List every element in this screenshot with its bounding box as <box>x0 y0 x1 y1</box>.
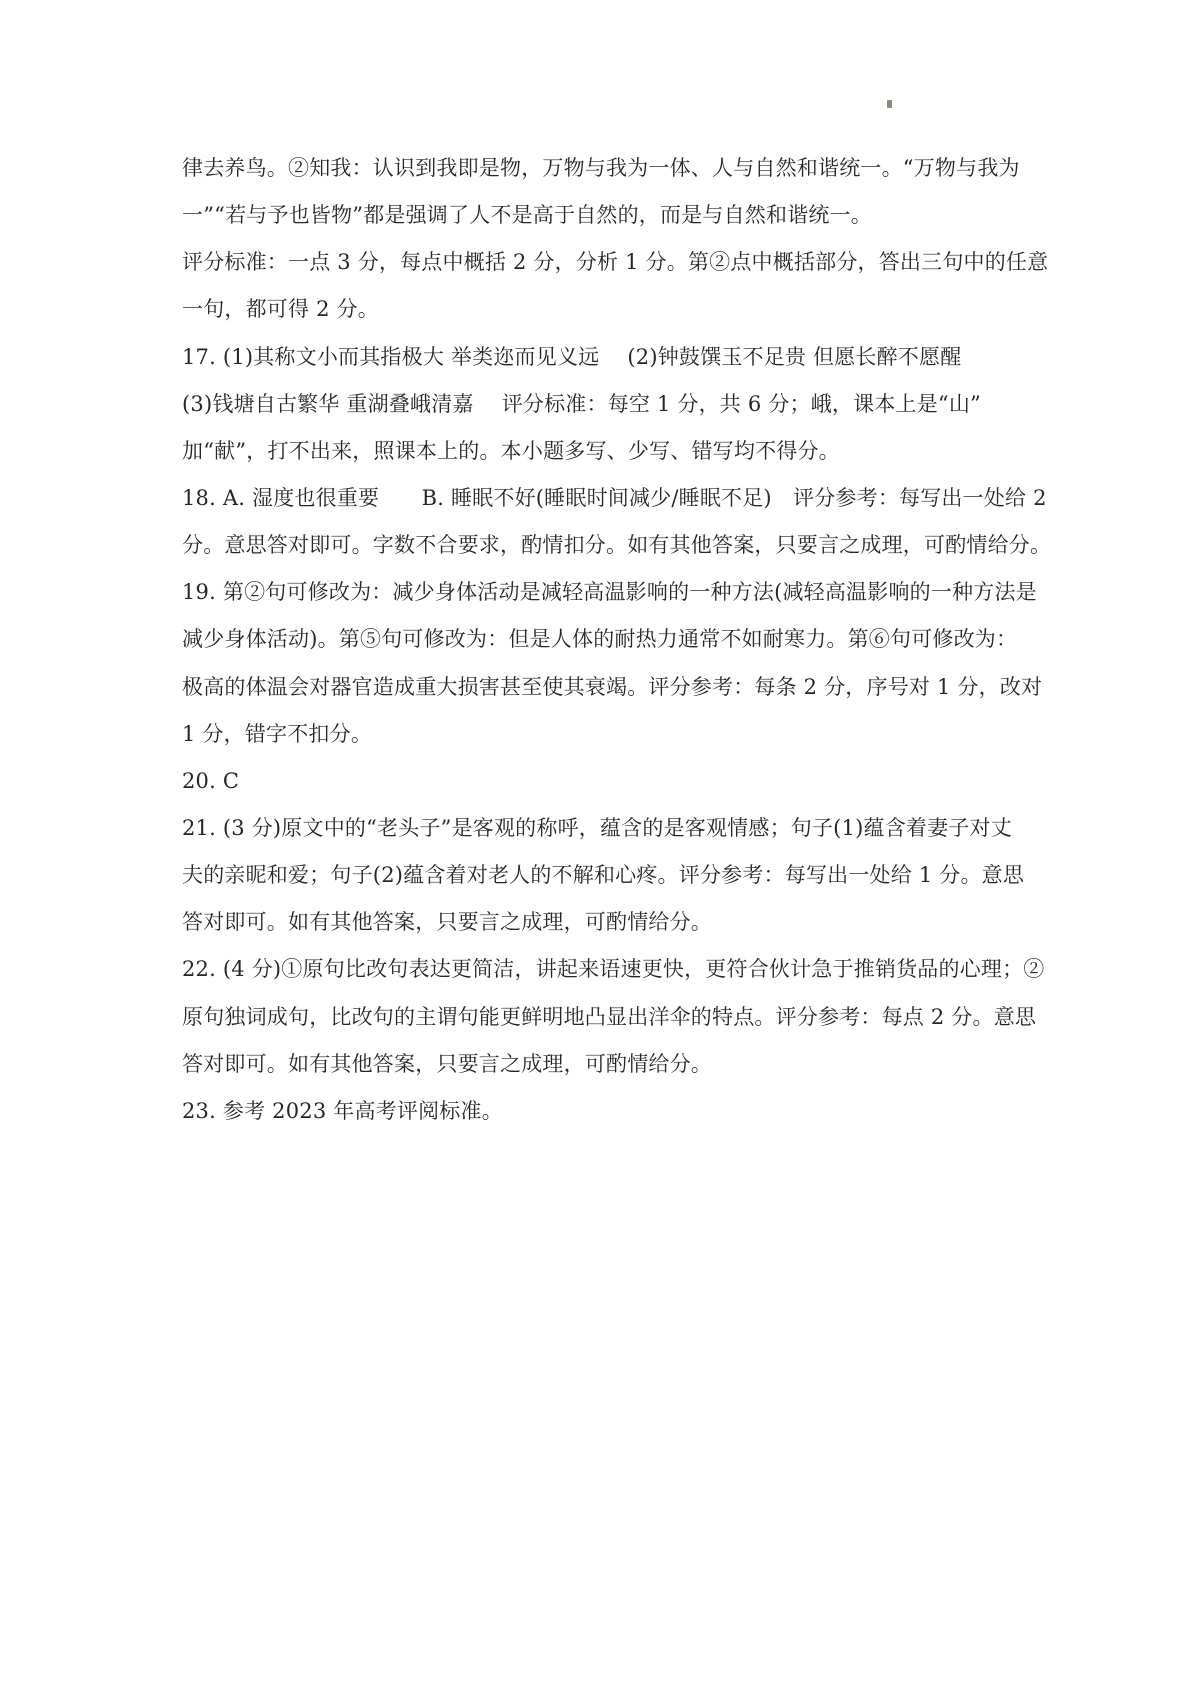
text-line: 答对即可。如有其他答案，只要言之成理，可酌情给分。 <box>182 910 712 935</box>
text-line-answer-21: 21. (3 分)原文中的“老头子”是客观的称呼，蕴含的是客观情感；句子(1)蕴含着妻子对丈 <box>182 815 1012 840</box>
text-line-answer-17: 17. (1)其称文小而其指极大 举类迩而见义远 (2)钟鼓馔玉不足贵 但愿长醉不愿醒 <box>182 344 962 369</box>
text-line: 加“献”，打不出来，照课本上的。本小题多写、少写、错写均不得分。 <box>182 438 840 463</box>
text-line-answer-23: 23. 参考 2023 年高考评阅标准。 <box>182 1098 503 1123</box>
text-line: 一句，都可得 2 分。 <box>182 297 379 322</box>
text-line: 原句独词成句，比改句的主谓句能更鲜明地凸显出洋伞的特点。评分参考：每点 2 分。意思 <box>182 1004 1037 1029</box>
text-line: 一”“若与予也皆物”都是强调了人不是高于自然的，而是与自然和谐统一。 <box>182 203 873 228</box>
text-line: 极高的体温会对器官造成重大损害甚至使其衰竭。评分参考：每条 2 分，序号对 1 分，改对 <box>182 674 1043 699</box>
answer-key-text-block <box>182 145 1072 1135</box>
text-line: 答对即可。如有其他答案，只要言之成理，可酌情给分。 <box>182 1051 712 1076</box>
text-line-answer-18: 18. A. 湿度也很重要 B. 睡眠不好(睡眠时间减少/睡眠不足) 评分参考：每写出一处给 2 <box>182 485 1047 510</box>
scan-artifact-mark <box>887 100 892 108</box>
text-line: (3)钱塘自古繁华 重湖叠峨清嘉 评分标准：每空 1 分，共 6 分；峨，课本上是“山” <box>182 391 981 416</box>
text-line-answer-19: 19. 第②句可修改为：减少身体活动是减轻高温影响的一种方法(减轻高温影响的一种方法是 <box>182 580 1037 605</box>
text-line: 评分标准：一点 3 分，每点中概括 2 分，分析 1 分。第②点中概括部分，答出三句中的任意 <box>182 250 1049 275</box>
text-line: 律去养鸟。②知我：认识到我即是物，万物与我为一体、人与自然和谐统一。“万物与我为 <box>182 156 1020 180</box>
text-line: 1 分，错字不扣分。 <box>182 721 373 746</box>
text-line: 夫的亲昵和爱；句子(2)蕴含着对老人的不解和心疼。评分参考：每写出一处给 1 分。意思 <box>182 863 1025 888</box>
text-line-answer-22: 22. (4 分)①原句比改句表达更简洁，讲起来语速更快，更符合伙计急于推销货品的心理；② <box>182 957 1045 982</box>
text-line-answer-20: 20. C <box>182 768 240 793</box>
text-line: 减少身体活动)。第⑤句可修改为：但是人体的耐热力通常不如耐寒力。第⑥句可修改为： <box>182 627 1018 652</box>
text-line: 分。意思答对即可。字数不合要求，酌情扣分。如有其他答案，只要言之成理，可酌情给分。 <box>182 533 1052 558</box>
